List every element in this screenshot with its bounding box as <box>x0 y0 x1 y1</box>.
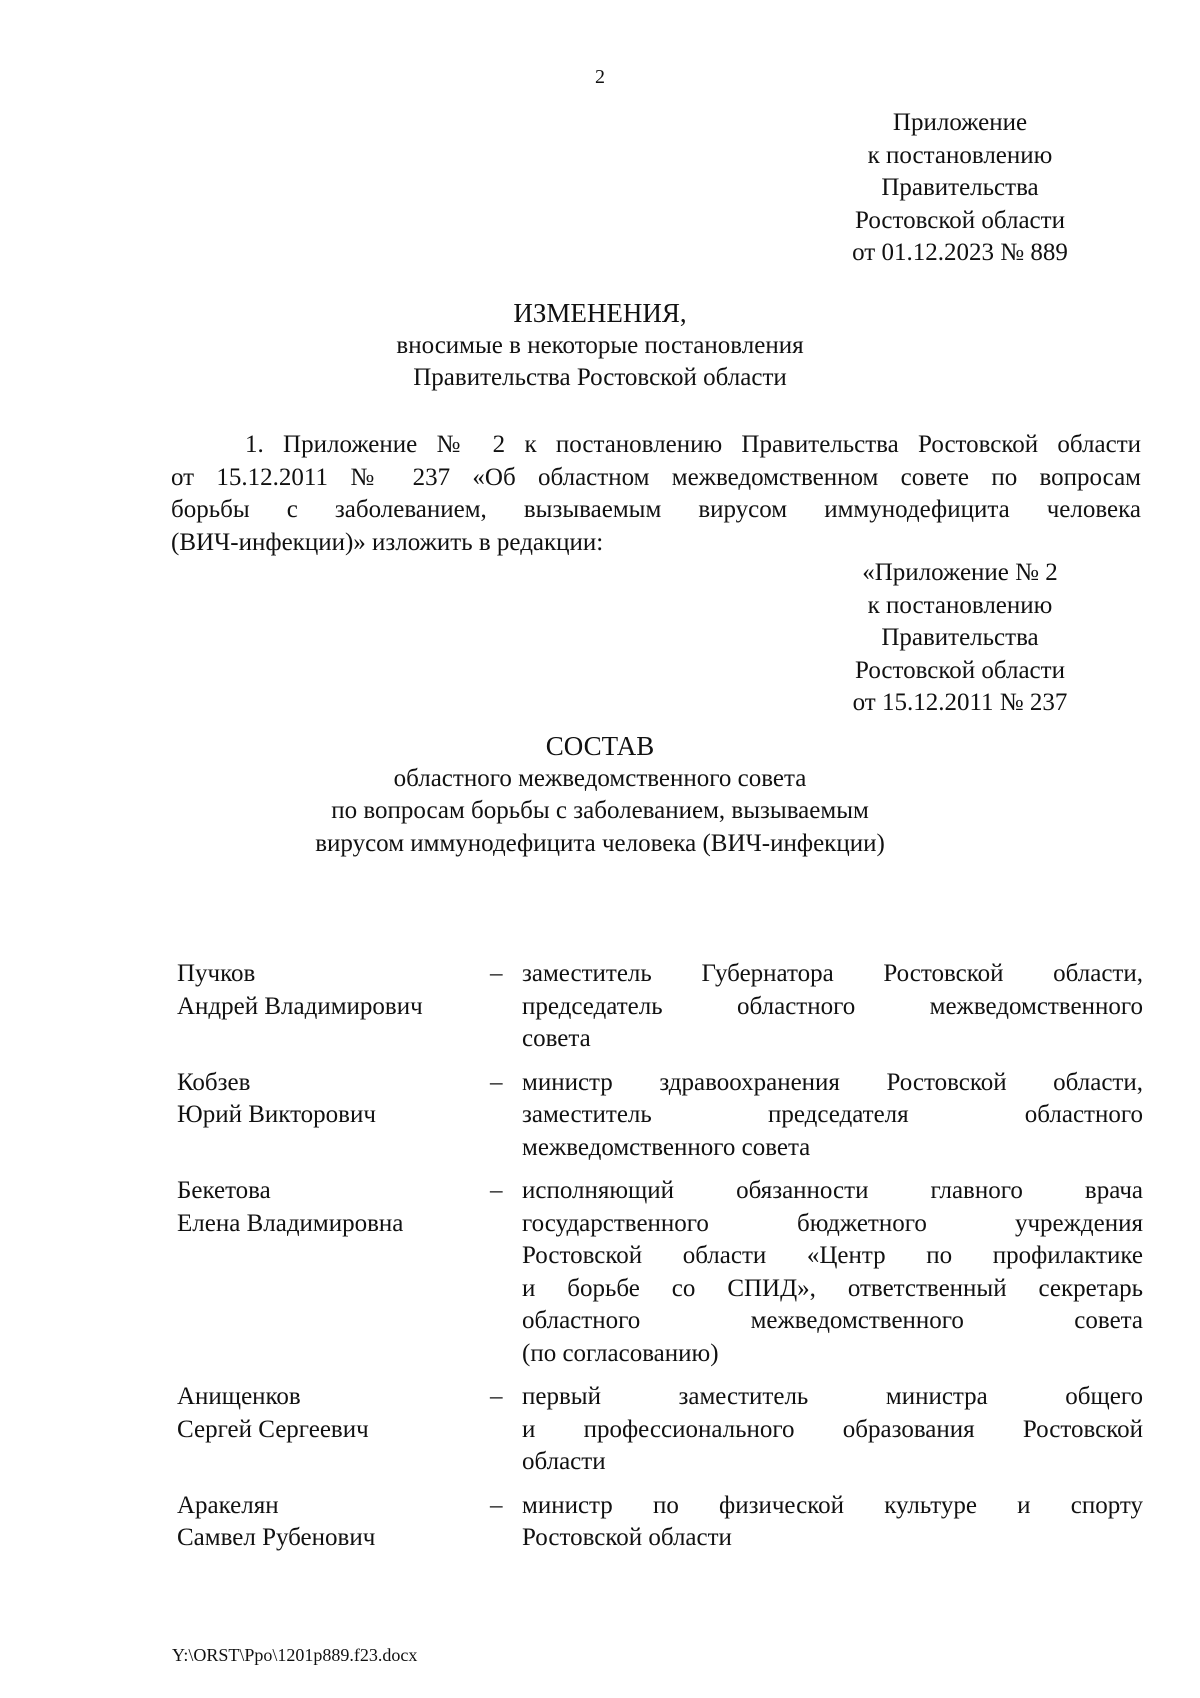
role-line: Ростовской области «Центр по профилактике <box>522 1242 1143 1269</box>
role-line: области <box>522 1448 606 1475</box>
member-entry <box>177 1381 1143 1479</box>
stamp-line: к постановлению <box>867 591 1053 619</box>
member-name <box>177 1067 477 1132</box>
member-entry <box>177 1490 1143 1555</box>
member-list <box>177 958 1143 1555</box>
role-line: исполняющий обязанности главного врача <box>522 1177 1143 1204</box>
member-role <box>522 1067 1143 1165</box>
member-given-names: Сергей Сергеевич <box>177 1415 369 1443</box>
composition-subtitle-line: по вопросам борьбы с заболеванием, вызываемым <box>331 797 869 824</box>
changes-heading <box>0 297 1200 395</box>
role-line: министр здравоохранения Ростовской области, <box>522 1068 1143 1096</box>
stamp-line: от 15.12.2011 № 237 <box>852 689 1068 716</box>
role-line: министр по физической культуре и спорту <box>522 1491 1143 1519</box>
paragraph-line: (ВИЧ-инфекции)» изложить в редакции: <box>171 528 604 556</box>
role-line: заместитель председателя областного <box>522 1101 1143 1128</box>
dash-separator: – <box>490 1491 503 1519</box>
stamp-line: Ростовской области <box>855 656 1065 684</box>
role-line: Ростовской области <box>522 1524 732 1551</box>
changes-subtitle-line: вносимые в некоторые постановления <box>396 331 804 359</box>
dash-separator: – <box>490 1068 503 1096</box>
member-given-names: Елена Владимировна <box>177 1209 404 1237</box>
member-surname: Аракелян <box>177 1491 279 1519</box>
page-number: 2 <box>595 66 605 88</box>
inner-appendix-stamp <box>820 557 1100 720</box>
paragraph-1 <box>171 429 1141 559</box>
role-line: первый заместитель министра общего <box>522 1383 1143 1410</box>
member-surname: Бекетова <box>177 1177 271 1204</box>
member-role <box>522 1175 1143 1370</box>
member-name <box>177 1381 477 1446</box>
stamp-line: «Приложение № 2 <box>862 559 1058 586</box>
composition-heading <box>0 730 1200 860</box>
member-entry <box>177 958 1143 1056</box>
stamp-line: Правительства <box>881 624 1039 651</box>
role-line: и профессионального образования Ростовской <box>522 1415 1143 1443</box>
footer-file-path: Y:\ORST\Ppo\1201p889.f23.docx <box>172 1645 418 1665</box>
role-line: (по согласованию) <box>522 1339 719 1367</box>
changes-subtitle-line: Правительства Ростовской области <box>413 364 787 391</box>
member-entry <box>177 1175 1143 1370</box>
stamp-line: Ростовской области <box>855 206 1065 234</box>
member-entry <box>177 1067 1143 1165</box>
composition-title: СОСТАВ <box>545 731 655 761</box>
member-role <box>522 1381 1143 1479</box>
dash-separator: – <box>490 1177 503 1204</box>
role-line: государственного бюджетного учреждения <box>522 1209 1143 1237</box>
member-name <box>177 1490 477 1555</box>
stamp-line: от 01.12.2023 № 889 <box>852 239 1068 266</box>
member-name <box>177 1175 477 1240</box>
member-surname: Пучков <box>177 960 256 987</box>
member-given-names: Андрей Владимирович <box>177 992 423 1020</box>
member-surname: Кобзев <box>177 1068 251 1096</box>
stamp-line: Приложение <box>892 109 1028 136</box>
role-line: заместитель Губернатора Ростовской области, <box>522 960 1143 987</box>
member-surname: Анищенков <box>177 1383 301 1410</box>
changes-title: ИЗМЕНЕНИЯ, <box>513 298 687 328</box>
paragraph-line: борьбы с заболеванием, вызываемым вирусом иммунодефицита человека <box>171 496 1141 523</box>
composition-subtitle-line: вирусом иммунодефицита человека (ВИЧ-инфекции) <box>315 829 885 857</box>
paragraph-line: от 15.12.2011 № 237 «Об областном межведомственном совете по вопросам <box>171 463 1141 491</box>
dash-separator: – <box>490 1383 503 1410</box>
role-line: межведомственного совета <box>522 1133 811 1161</box>
member-name <box>177 958 477 1023</box>
stamp-line: к постановлению <box>867 141 1053 169</box>
member-role <box>522 958 1143 1056</box>
member-role <box>522 1490 1143 1555</box>
appendix-stamp <box>820 107 1100 270</box>
role-line: областного межведомственного совета <box>522 1307 1143 1334</box>
dash-separator: – <box>490 960 503 987</box>
stamp-line: Правительства <box>881 174 1039 201</box>
paragraph-line: 1. Приложение № 2 к постановлению Правительства Ростовской области <box>245 431 1141 458</box>
role-line: председатель областного межведомственного <box>522 992 1143 1020</box>
member-given-names: Юрий Викторович <box>177 1101 376 1128</box>
role-line: совета <box>522 1025 591 1052</box>
member-given-names: Самвел Рубенович <box>177 1524 376 1551</box>
composition-subtitle-line: областного межведомственного совета <box>393 764 807 792</box>
role-line: и борьбе со СПИД», ответственный секретарь <box>522 1274 1143 1302</box>
